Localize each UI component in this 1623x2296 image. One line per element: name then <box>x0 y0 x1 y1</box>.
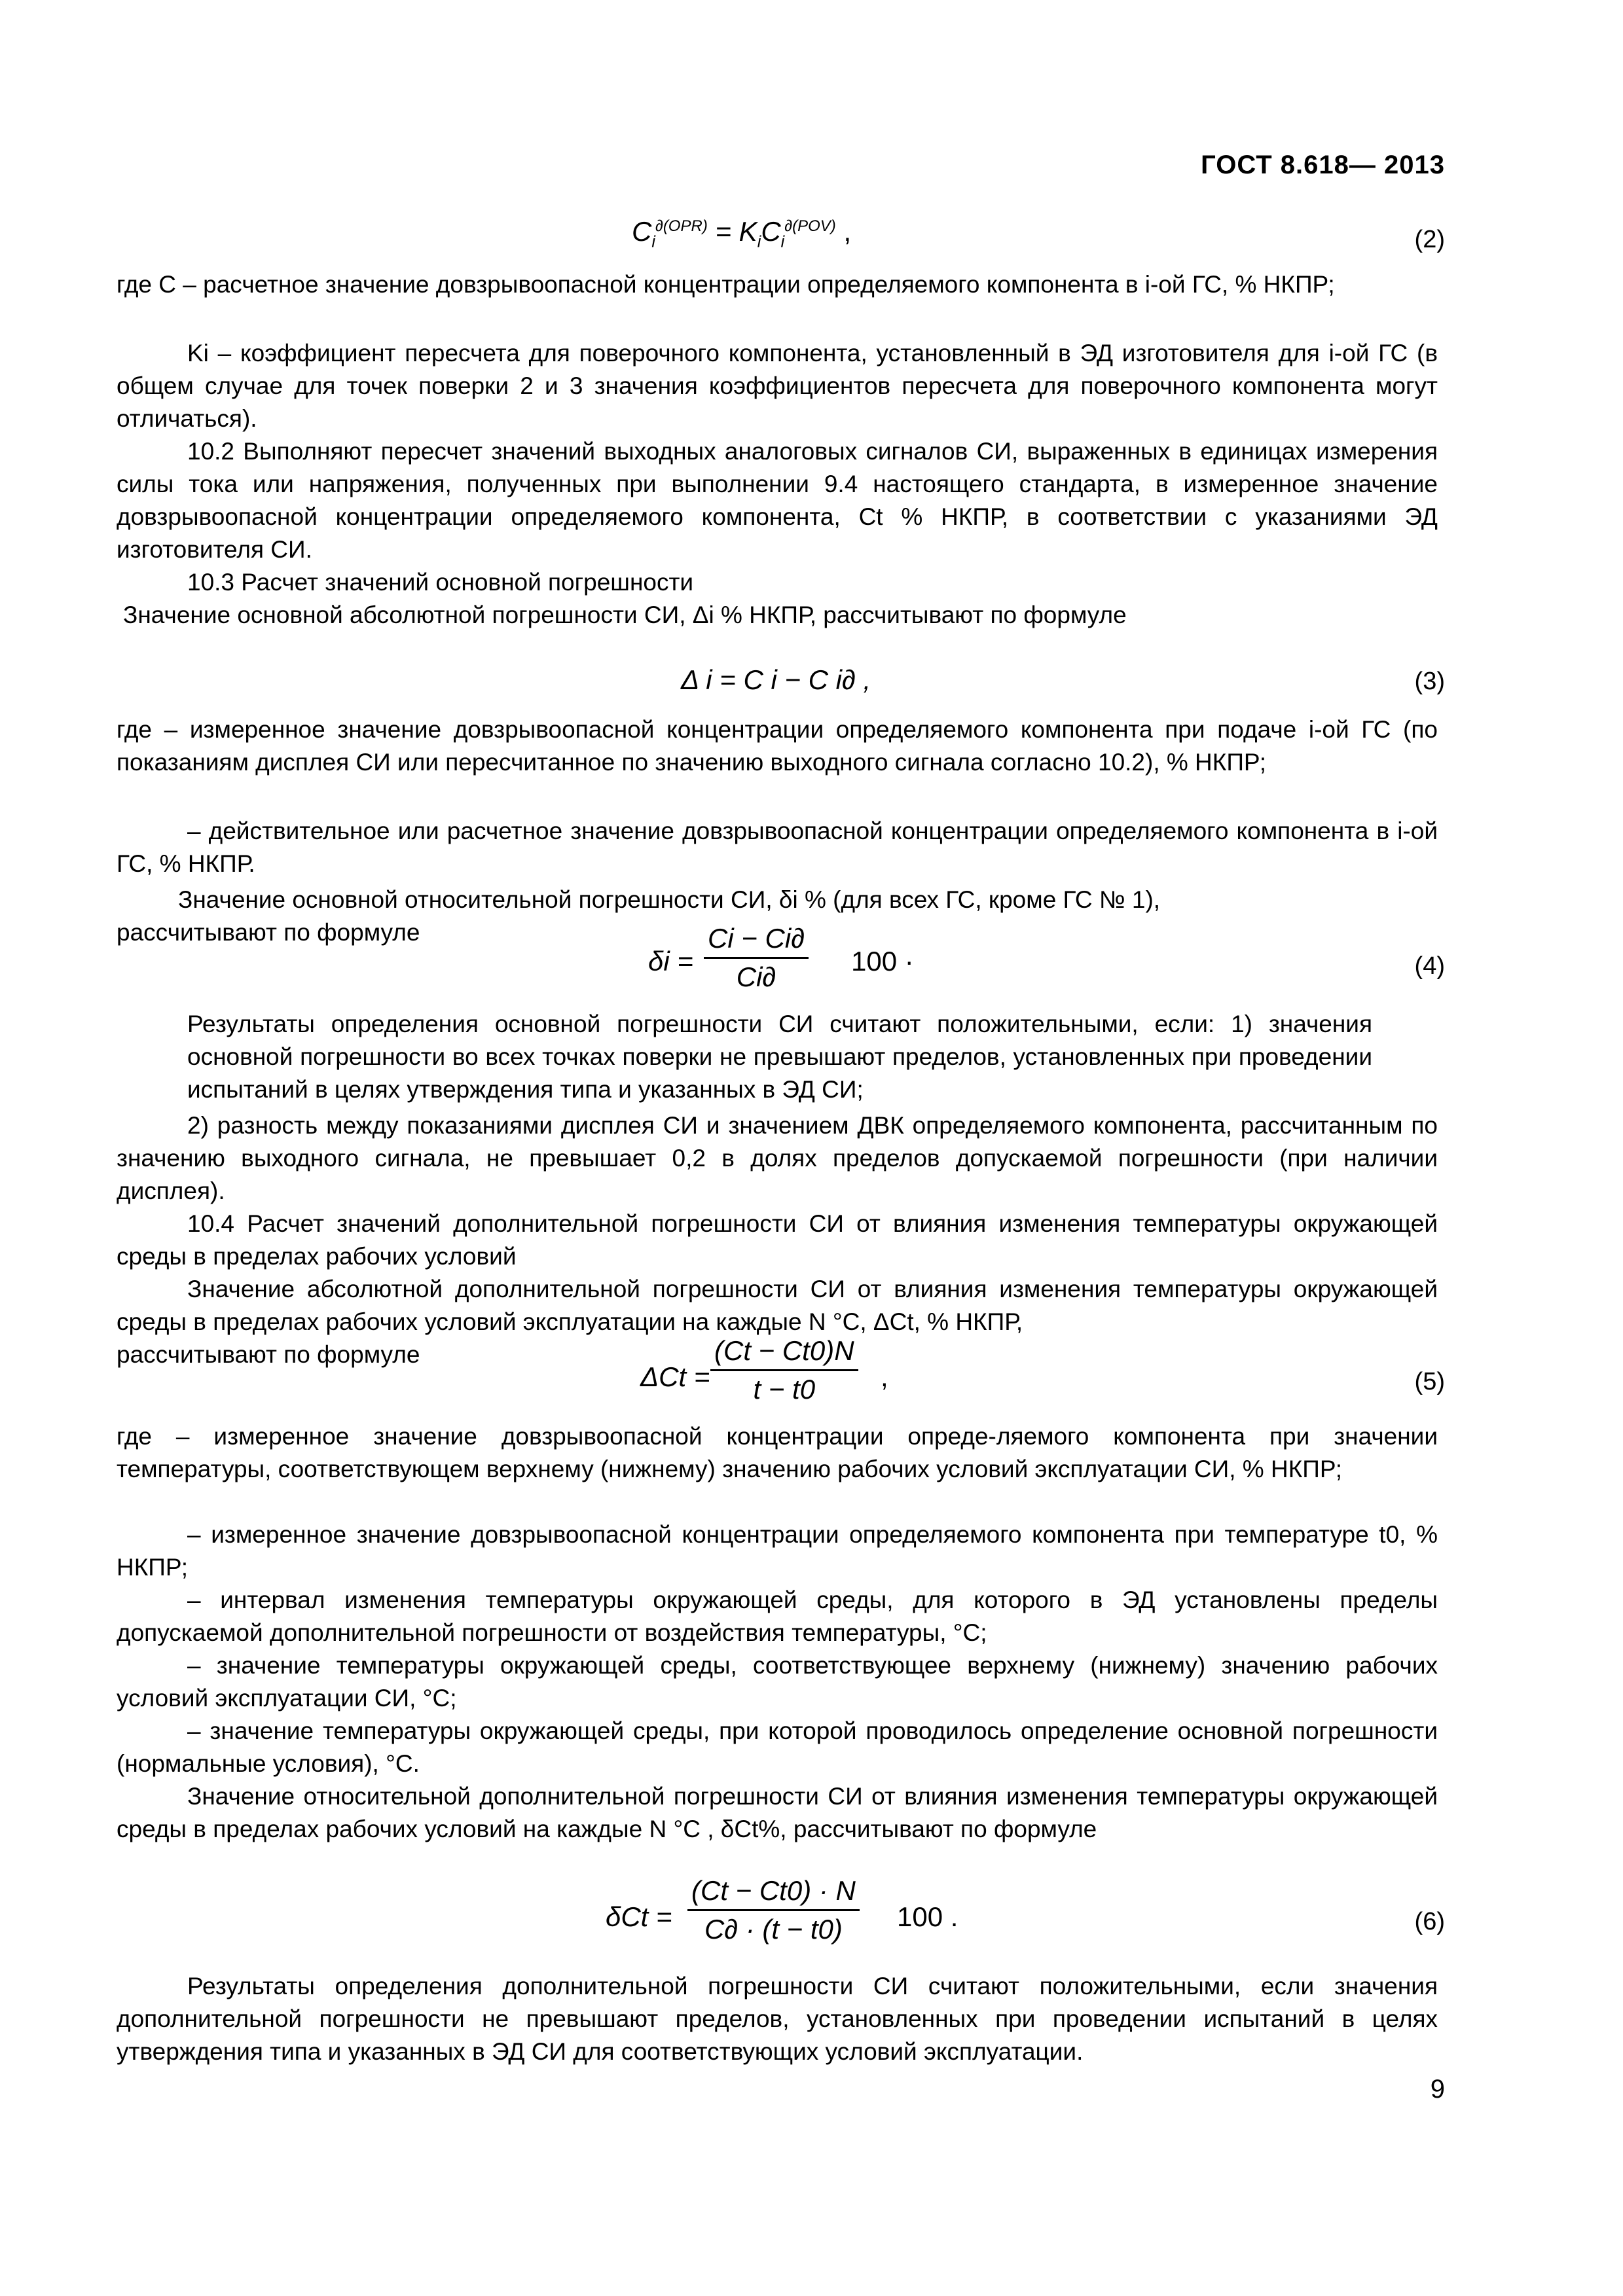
equation-4-fraction <box>704 923 809 993</box>
eq4-denominator: Ci∂ <box>736 961 776 992</box>
eq2-tail: , <box>835 216 852 247</box>
equation-5-fraction <box>710 1335 858 1405</box>
paragraph-18: Значение относительной дополнительной погрешности СИ от влияния изменения температуры окружающей среды в пределах рабочих условий на каждые N °С , δCt%, рассчитывают по формуле <box>117 1783 1438 1842</box>
eq4-numerator: Ci − Ci∂ <box>704 923 809 959</box>
eq5-denominator: t − t0 <box>753 1374 816 1405</box>
paragraph-9: Результаты определения основной погрешности СИ считают положительными, если: 1) значения основной погрешности во всех точках поверки не превышают пределов, установленных при проведении испытаний в целях утверждения типа и указанных в ЭД СИ; <box>187 1011 1372 1103</box>
eq2-lhs: C <box>632 216 652 247</box>
paragraph-12b: рассчитывают по формуле <box>117 1341 420 1368</box>
eq6-numerator: (Ct − Ct0) · N <box>687 1875 860 1911</box>
eq2-k-sub: i <box>757 232 761 251</box>
equation-4-lhs: δi = <box>648 946 693 977</box>
paragraph-15: – интервал изменения температуры окружающей среды, для которого в ЭД установлены пределы допускаемой дополнительной погрешности от воздействия температуры, °С; <box>117 1587 1438 1646</box>
paragraph-1: где C ‒ расчетное значение довзрывоопасной концентрации определяемого компонента в i-ой ГС, % НКПР; <box>117 271 1335 298</box>
eq2-lhs-sub: i <box>651 232 655 251</box>
paragraph-10: 2) разность между показаниями дисплея СИ и значением ДВК определяемого компонента, рассчитанным по значению выходного сигнала, не превышает 0,2 в долях пределов допускаемой погрешности (при наличии дисплея). <box>117 1112 1438 1204</box>
equation-6-number: (6) <box>1414 1908 1445 1935</box>
eq2-lhs-sup: ∂(OPR) <box>655 217 708 235</box>
eq2-eq: = K <box>707 216 757 247</box>
equation-5-tail: , <box>881 1361 888 1392</box>
paragraph-13: где – измеренное значение довзрывоопасной концентрации опреде-ляемого компонента при значении температуры, соответствующем верхнему (нижнему) значению рабочих условий эксплуатации СИ, % НКПР; <box>117 1423 1438 1482</box>
eq2-rhs-sup: ∂(POV) <box>784 217 836 235</box>
equation-6-lhs: δCt = <box>606 1901 672 1932</box>
page-number: 9 <box>1430 2075 1445 2104</box>
document-header: ГОСТ 8.618— 2013 <box>1201 151 1445 179</box>
equation-2 <box>632 216 851 251</box>
paragraph-5: Значение основной абсолютной погрешности СИ, Δi % НКПР, рассчитывают по формуле <box>123 601 1127 628</box>
paragraph-4: 10.3 Расчет значений основной погрешности <box>187 569 694 596</box>
eq2-rhs: C <box>761 216 781 247</box>
paragraph-17: – значение температуры окружающей среды, при которой проводилось определение основной погрешности (нормальные условия), °С. <box>117 1717 1438 1777</box>
eq5-numerator: (Ct − Ct0)N <box>710 1335 858 1371</box>
equation-2-number: (2) <box>1414 226 1445 253</box>
paragraph-16: – значение температуры окружающей среды, соответствующее верхнему (нижнему) значению рабочих условий эксплуатации СИ, °С; <box>117 1652 1438 1712</box>
equation-5-number: (5) <box>1414 1368 1445 1395</box>
paragraph-11: 10.4 Расчет значений дополнительной погрешности СИ от влияния изменения температуры окружающей среды в пределах рабочих условий <box>117 1210 1438 1270</box>
equation-6-fraction <box>687 1875 860 1945</box>
paragraph-8b: рассчитывают по формуле <box>117 919 420 946</box>
equation-4-factor: 100 · <box>851 946 914 977</box>
paragraph-19: Результаты определения дополнительной погрешности СИ считают положительными, если значения дополнительной погрешности не превышают пределов, установленных при проведении испытаний в целях утверждения типа и указанных в ЭД СИ для соответствующих условий эксплуатации. <box>117 1973 1438 2065</box>
equation-6-factor: 100 . <box>897 1901 958 1932</box>
equation-4-number: (4) <box>1414 952 1445 980</box>
equation-3-number: (3) <box>1414 668 1445 695</box>
paragraph-6: где – измеренное значение довзрывоопасной концентрации определяемого компонента при подаче i-ой ГС (по показаниям дисплея СИ или пересчитанное по значению выходного сигнала согласно 10.2), % НКПР; <box>117 716 1438 776</box>
paragraph-3: 10.2 Выполняют пересчет значений выходных аналоговых сигналов СИ, выраженных в единицах измерения силы тока или напряжения, полученных при выполнении 9.4 настоящего стандарта, в измеренное значение довзрывоопасной концентрации определяемого компонента, Ct % НКПР, в соответствии с указаниями ЭД изготовителя СИ. <box>117 438 1438 563</box>
paragraph-14: – измеренное значение довзрывоопасной концентрации определяемого компонента при температуре t0, % НКПР; <box>117 1521 1438 1581</box>
paragraph-8a: Значение основной относительной погрешности СИ, δi % (для всех ГС, кроме ГС № 1), <box>178 886 1161 913</box>
eq6-denominator: C∂ · (t − t0) <box>704 1914 843 1945</box>
paragraph-7: – действительное или расчетное значение довзрывоопасной концентрации определяемого компонента в i-ой ГС, % НКПР. <box>117 817 1438 877</box>
equation-3: Δ i = C i − C i∂ , <box>681 664 871 695</box>
paragraph-2: Ki – коэффициент пересчета для поверочного компонента, установленный в ЭД изготовителя для i-ой ГС (в общем случае для точек поверки 2 и 3 значения коэффициентов пересчета для поверочного компонента могут отличаться). <box>117 340 1438 432</box>
paragraph-12a: Значение абсолютной дополнительной погрешности СИ от влияния изменения температуры окружающей среды в пределах рабочих условий эксплуатации на каждые N °С, ΔCt, % НКПР, <box>117 1276 1438 1335</box>
eq2-rhs-sub: i <box>780 232 785 251</box>
equation-5-lhs: ΔCt = <box>640 1361 710 1392</box>
